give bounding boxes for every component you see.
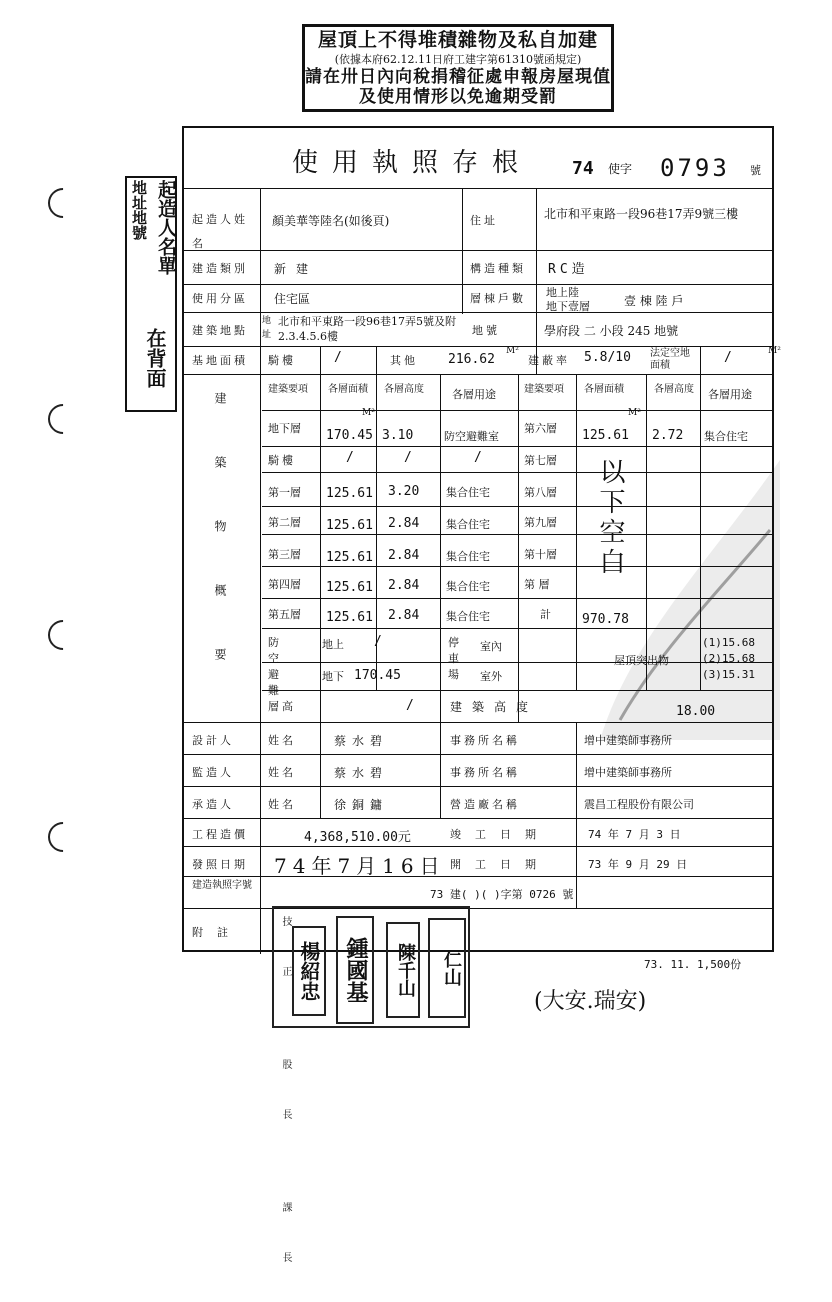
floor-name: 第一層 — [268, 486, 301, 499]
floor-height: 3.10 — [382, 428, 414, 443]
floor-area: / — [346, 450, 354, 465]
open-space-label: 法定空地面積 — [650, 348, 690, 371]
person-role: 承造人 — [192, 798, 234, 811]
permit-ref-value: 73 建( )( )字第 0726 號 — [430, 888, 574, 901]
floor-height: 2.84 — [388, 516, 420, 531]
floor-area: 125.61 — [326, 610, 373, 625]
person-name: 徐銅鏞 — [334, 798, 389, 812]
floors-tail: 壹 棟 陸 戶 — [624, 294, 684, 308]
print-info: 73. 11. 1,500份 — [644, 958, 742, 971]
floor-height: / — [404, 450, 412, 465]
floor-name: 第二層 — [268, 516, 301, 529]
floor-name: 第七層 — [524, 454, 557, 467]
col-item-left: 建築要項 — [268, 384, 308, 395]
floor-use: 集合住宅 — [446, 610, 490, 623]
floor-use: 集合住宅 — [446, 486, 490, 499]
base-area-label: 基地面積 — [192, 354, 248, 367]
person-name-label: 姓名 — [268, 798, 296, 811]
floor-use: 集合住宅 — [446, 580, 490, 593]
notice-stamp — [302, 24, 614, 112]
issue-date-label: 發照日期 — [192, 858, 248, 871]
binder-hole-icon — [42, 614, 84, 656]
permit-prefix: 使字 — [608, 162, 633, 176]
col-height-left: 各層高度 — [384, 384, 424, 395]
floor-name: 第八層 — [524, 486, 557, 499]
person-office: 震昌工程股份有限公司 — [584, 798, 694, 811]
col-use-right: 各層用途 — [708, 388, 752, 401]
applicant-name: 顏美華等陸名(如後頁) — [272, 214, 390, 228]
side-note — [125, 176, 177, 412]
civil-defense-below: 170.45 — [354, 668, 401, 683]
handwritten-blank-note: 以下空白 — [595, 458, 625, 578]
floor-area: 170.45 — [326, 428, 373, 443]
issue-date: 74年7月16日 — [274, 854, 446, 878]
parking-outdoor: 室外 — [480, 670, 502, 683]
start-date: 73 年 9 月 29 日 — [588, 858, 688, 871]
side-note-col3: 在背面 — [143, 328, 167, 388]
permit-suffix: 號 — [750, 164, 761, 177]
floor-height: 2.84 — [388, 548, 420, 563]
permit-year: 74 — [572, 158, 594, 179]
person-office-label: 事務所名稱 — [450, 734, 520, 747]
person-name-label: 姓名 — [268, 766, 296, 779]
person-office-label: 事務所名稱 — [450, 766, 520, 779]
building-type: 新建 — [274, 262, 319, 276]
floor-name: 第六層 — [524, 422, 557, 435]
col-item-right: 建築要項 — [524, 384, 564, 395]
permit-ref-label: 建造執照字號 — [192, 880, 252, 891]
parking-indoor: 室內 — [480, 640, 502, 653]
permit-number: 0793 — [660, 154, 730, 182]
site-label: 建築地點 — [192, 324, 248, 337]
building-height-label: 建築高度 — [450, 700, 539, 714]
lot-label: 地號 — [472, 324, 500, 337]
notice-line3: 請在卅日內向稅捐稽征處申報房屋現值及使用情形以免逾期受罰 — [305, 66, 611, 107]
unit-m2: M² — [628, 408, 641, 418]
roof-label: 屋頂突出物 — [614, 654, 669, 667]
address-label: 住址 — [470, 214, 498, 227]
unit-m2: M² — [362, 408, 375, 418]
floor-name: 第 層 — [524, 578, 550, 591]
civil-defense-above-label: 地上 — [322, 638, 344, 651]
person-office: 增中建築師事務所 — [584, 766, 672, 779]
seal-stamp-3: 陳千山 — [386, 922, 420, 1018]
cost-label: 工程造價 — [192, 828, 248, 841]
cost-value: 4,368,510.00元 — [304, 830, 411, 845]
floor-area: 970.78 — [582, 612, 629, 627]
floor-name: 第三層 — [268, 548, 301, 561]
floor-height: 2.72 — [652, 428, 684, 443]
floors-above: 地上陸 — [546, 286, 579, 299]
use-zone-label: 使用分區 — [192, 292, 248, 305]
site-addr-tag: 地址 — [262, 316, 272, 340]
parking-label: 停車場 — [448, 636, 459, 681]
person-name: 蔡水碧 — [334, 766, 389, 780]
floor-height: 2.84 — [388, 608, 420, 623]
arcade-value: / — [334, 350, 342, 365]
floor-use: 防空避難室 — [444, 430, 499, 443]
storey-height-label: 層高 — [268, 700, 296, 713]
binder-hole-icon — [42, 398, 84, 440]
floor-area: 125.61 — [326, 518, 373, 533]
building-type-label: 建造類別 — [192, 262, 248, 275]
complete-date: 74 年 7 月 3 日 — [588, 828, 681, 841]
civil-defense-above: / — [374, 634, 382, 649]
roof-1: (1)15.68 — [702, 636, 755, 649]
floor-area: 125.61 — [326, 550, 373, 565]
unit-m2: M² — [506, 346, 519, 356]
storey-height: / — [406, 698, 414, 713]
binder-hole-icon — [42, 182, 84, 224]
building-summary-label: 建築物概要 — [213, 392, 227, 712]
floor-use: / — [474, 450, 482, 465]
notice-line2: (依據本府62.12.11日府工建字第61310號函規定) — [334, 52, 582, 66]
floors-label: 層棟戶數 — [470, 292, 526, 305]
district-note: (大安.瑞安) — [534, 989, 647, 1014]
col-area-right: 各層面積 — [584, 384, 624, 395]
form-title: 使用執照存根 — [292, 148, 533, 178]
floor-area: 125.61 — [326, 486, 373, 501]
use-zone: 住宅區 — [274, 292, 311, 306]
side-note-col1: 起造人名單 — [155, 180, 177, 275]
applicant-address: 北市和平東路一段96巷17弄9號三樓 — [544, 207, 739, 221]
other-area-value: 216.62 — [448, 352, 495, 367]
floor-name: 第四層 — [268, 578, 301, 591]
floor-use: 集合住宅 — [446, 518, 490, 531]
person-role: 設計人 — [192, 734, 234, 747]
binder-hole-icon — [42, 816, 84, 858]
structure-value: RC造 — [548, 262, 589, 277]
floor-name: 第五層 — [268, 608, 301, 621]
remarks-label: 附註 — [192, 926, 242, 939]
building-height: 18.00 — [676, 704, 716, 719]
floor-name: 第十層 — [524, 548, 557, 561]
floor-name: 第九層 — [524, 516, 557, 529]
approval-seals — [272, 906, 470, 1302]
seal-stamp-4: 仁山 — [428, 918, 466, 1018]
floor-name: 地下層 — [268, 422, 301, 435]
start-date-label: 開工日期 — [450, 858, 550, 871]
applicant-label: 起造人姓名 — [192, 213, 248, 250]
person-office-label: 營造廠名稱 — [450, 798, 520, 811]
person-office: 增中建築師事務所 — [584, 734, 672, 747]
roof-2: (2)15.68 — [702, 652, 755, 665]
col-area-left: 各層面積 — [328, 384, 368, 395]
col-use-left: 各層用途 — [452, 388, 496, 401]
floor-area: 125.61 — [326, 580, 373, 595]
person-name: 蔡水碧 — [334, 734, 389, 748]
col-height-right: 各層高度 — [654, 384, 694, 395]
open-space-value: / — [724, 350, 732, 365]
floors-below: 地下壹層 — [546, 300, 590, 313]
floor-area: 125.61 — [582, 428, 629, 443]
seal-stamp-1: 楊紹忠 — [292, 926, 326, 1016]
coverage-value: 5.8/10 — [584, 350, 631, 365]
person-role: 監造人 — [192, 766, 234, 779]
complete-label: 竣工日期 — [450, 828, 550, 841]
roof-3: (3)15.31 — [702, 668, 755, 681]
scan-smudge — [590, 440, 790, 760]
site-address: 北市和平東路一段96巷17弄5號及附2.3.4.5.6樓 — [278, 315, 456, 343]
floor-name: 計 — [540, 608, 551, 621]
arcade-label: 騎樓 — [268, 354, 296, 367]
floor-height: 2.84 — [388, 578, 420, 593]
structure-label: 構造種類 — [470, 262, 526, 275]
floor-name: 騎樓 — [268, 454, 296, 467]
floor-use: 集合住宅 — [446, 550, 490, 563]
person-name-label: 姓名 — [268, 734, 296, 747]
civil-defense-label: 防空避難 — [268, 636, 279, 697]
other-area-label: 其他 — [390, 354, 418, 367]
lot-value: 學府段 二 小段 245 地號 — [544, 324, 679, 338]
floor-height: 3.20 — [388, 484, 420, 499]
coverage-label: 建蔽率 — [528, 354, 570, 367]
seal-titles: 技正 股長 課長 — [280, 916, 291, 1302]
side-note-col2: 地址地號 — [130, 180, 148, 240]
seal-stamp-2: 鍾國基 — [336, 916, 374, 1024]
unit-m2: M² — [768, 346, 781, 356]
civil-defense-below-label: 地下 — [322, 670, 344, 683]
notice-line1: 屋頂上不得堆積雜物及私自加建 — [317, 29, 598, 51]
floor-use: 集合住宅 — [704, 430, 748, 443]
